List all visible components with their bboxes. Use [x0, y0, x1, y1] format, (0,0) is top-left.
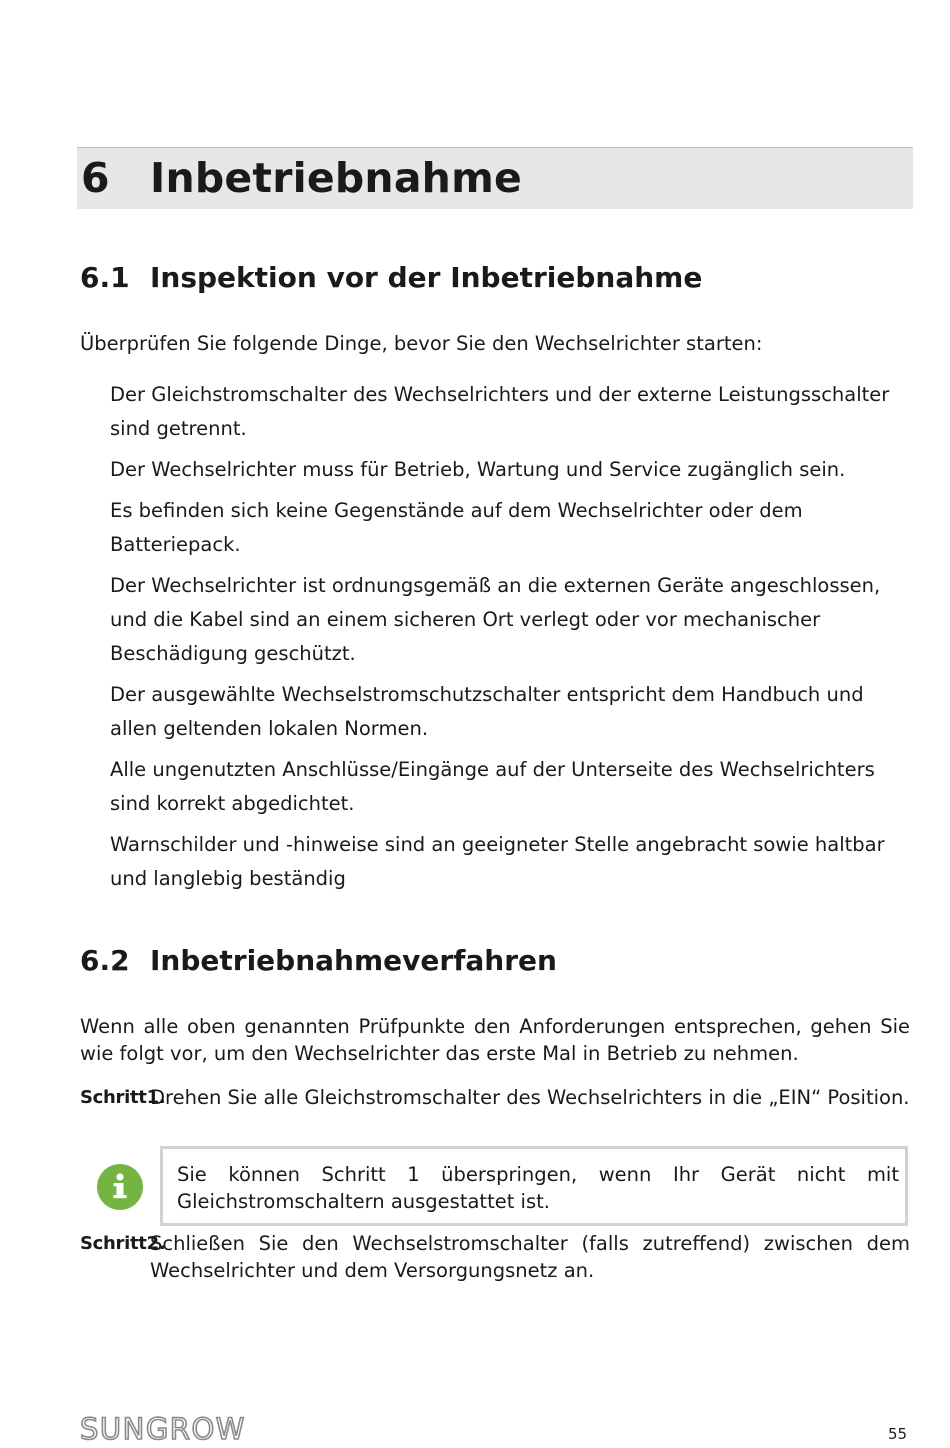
- list-item: Der ausgewählte Wechselstromschutzschalter entspricht dem Handbuch und allen geltenden lokalen Normen.: [110, 683, 864, 740]
- step-2: [80, 1230, 910, 1284]
- step-label: Schritt2.: [80, 1233, 166, 1254]
- section-intro: Wenn alle oben genannten Prüfpunkte den Anforderungen entsprechen, gehen Sie wie folgt vor, um den Wechselrichter das erste Mal in Betrieb zu nehmen.: [80, 1015, 910, 1065]
- list-item: Warnschilder und -hinweise sind an geeigneter Stelle angebracht sowie haltbar und langlebig beständig: [110, 833, 885, 890]
- list-item: Der Wechselrichter muss für Betrieb, Wartung und Service zugänglich sein.: [110, 458, 846, 481]
- list-item: Der Wechselrichter ist ordnungsgemäß an die externen Geräte angeschlossen, und die Kabel sind an einem sicheren Ort verlegt oder vor mechanischer Beschädigung geschützt.: [110, 574, 881, 665]
- chapter-number: 6: [81, 154, 110, 202]
- section-intro: Überprüfen Sie folgende Dinge, bevor Sie den Wechselrichter starten:: [80, 332, 763, 355]
- page-number: 55: [888, 1425, 908, 1443]
- section-number: 6.1: [80, 261, 130, 294]
- chapter-heading: [77, 147, 913, 209]
- section-number: 6.2: [80, 944, 130, 977]
- info-icon: [97, 1164, 143, 1210]
- step-1: [80, 1084, 910, 1111]
- note-box: [160, 1146, 908, 1226]
- step-text: Schließen Sie den Wechselstromschalter (falls zutreffend) zwischen dem Wechselrichter und dem Versorgungsnetz an.: [150, 1232, 910, 1282]
- section-title: Inspektion vor der Inbetriebnahme: [150, 261, 703, 294]
- step-label: Schritt1.: [80, 1087, 166, 1108]
- list-item: Der Gleichstromschalter des Wechselrichters und der externe Leistungsschalter sind getrennt.: [110, 383, 890, 440]
- chapter-title: Inbetriebnahme: [150, 154, 523, 202]
- section-title: Inbetriebnahmeverfahren: [150, 944, 557, 977]
- logo-wordmark: SUNGROW: [80, 1413, 246, 1443]
- inspection-checklist: [110, 378, 900, 903]
- step-text: Drehen Sie alle Gleichstromschalter des Wechselrichters in die „EIN“ Position.: [150, 1086, 910, 1109]
- note-text: Sie können Schritt 1 überspringen, wenn Ihr Gerät nicht mit Gleichstromschaltern ausgestattet ist.: [177, 1163, 899, 1213]
- list-item: Alle ungenutzten Anschlüsse/Eingänge auf der Unterseite des Wechselrichters sind korrekt abgedichtet.: [110, 758, 875, 815]
- list-item: Es befinden sich keine Gegenstände auf dem Wechselrichter oder dem Batteriepack.: [110, 499, 803, 556]
- sungrow-logo: [80, 1413, 280, 1447]
